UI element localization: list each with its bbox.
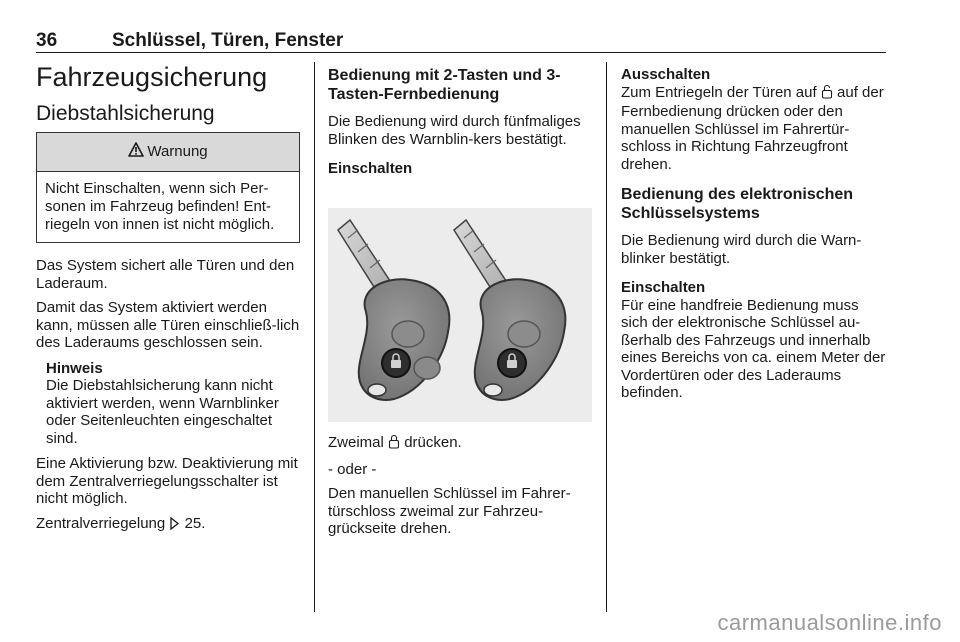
unlock-button-icon — [821, 84, 833, 104]
column-1 — [36, 62, 300, 534]
column-2 — [328, 66, 594, 178]
warning-label: Warnung — [147, 143, 208, 161]
reference-arrow-icon — [169, 517, 180, 535]
step-1 — [328, 434, 594, 454]
ausschalten-text-a: Zum Entriegeln der Türen auf — [621, 83, 817, 101]
ausschalten-text — [621, 84, 887, 174]
cross-reference[interactable] — [36, 515, 300, 535]
paragraph: Das System sichert alle Türen und den Laderaum. — [36, 257, 295, 292]
lock-button-icon — [388, 434, 400, 454]
step-2: Den manuellen Schlüssel im Fahrer-türschloss zweimal zur Fahrzeu-grückseite drehen. — [328, 485, 571, 537]
header-rule — [36, 52, 886, 53]
paragraph: Damit das System aktiviert werden kann, müssen alle Türen einschließ-lich des Laderaums geschlossen sein. — [36, 299, 300, 351]
ausschalten-text-b: auf der Fernbedienung drücken oder den manuellen Schlüssel im Fahrertür-schloss in Richtung Fahrzeugfront drehen. — [621, 83, 884, 173]
car-key-remote-icon — [328, 208, 592, 422]
section-heading: Bedienung des elektronischen Schlüsselsystems — [621, 186, 854, 222]
page-header — [36, 30, 886, 54]
section-title: Fahrzeugsicherung — [36, 62, 268, 92]
watermark: carmanualsonline.info — [717, 610, 942, 635]
subheading: Ausschalten — [621, 66, 711, 83]
step-1-text-b: drücken. — [404, 434, 462, 451]
xref-text: Zentralverriegelung — [36, 514, 166, 532]
paragraph: Die Bedienung wird durch die Warn-blinker bestätigt. — [621, 232, 862, 267]
column-3 — [621, 66, 887, 402]
note-label: Hinweis — [46, 359, 103, 377]
paragraph: Für eine handfreie Bedienung muss sich der elektronische Schlüssel au-ßerhalb des Fahrzeugs und innerhalb eines Bereichs von ca. einem Meter der Vordertüren oder des Laderaums befinden. — [621, 296, 886, 401]
column-2-lower — [328, 434, 594, 538]
paragraph: Eine Aktivierung bzw. Deaktivierung mit dem Zentralverriegelungsschalter ist nicht möglich. — [36, 455, 298, 507]
subheading: Einschalten — [621, 279, 706, 296]
subheading: Einschalten — [328, 160, 413, 177]
warning-triangle-icon — [128, 142, 144, 162]
note-block — [36, 360, 300, 448]
column-divider — [606, 62, 607, 612]
note-text: Die Diebstahlsicherung kann nicht aktiviert werden, wenn Warnblinker oder Seitenleuchten eingeschaltet sind. — [46, 377, 279, 447]
chapter-title: Schlüssel, Türen, Fenster — [112, 30, 344, 51]
page-number: 36 — [36, 30, 58, 51]
column-divider — [314, 62, 315, 612]
section-subtitle: Diebstahlsicherung — [36, 102, 215, 125]
key-left — [338, 220, 449, 400]
paragraph: Die Bedienung wird durch fünfmaliges Blinken des Warnblin-kers bestätigt. — [328, 113, 581, 148]
key-remote-figure — [328, 208, 592, 422]
section-heading: Bedienung mit 2-Tasten und 3-Tasten-Fernbedienung — [328, 67, 561, 103]
warning-header — [37, 133, 299, 172]
xref-page: 25. — [184, 514, 206, 532]
warning-text: Nicht Einschalten, wenn sich Per-sonen im Fahrzeug befinden! Ent-riegeln von innen ist nicht möglich. — [45, 180, 275, 233]
key-right — [454, 220, 565, 400]
warning-box — [36, 132, 300, 243]
oder-text: - oder - — [328, 460, 377, 478]
step-1-text-a: Zweimal — [328, 434, 384, 451]
